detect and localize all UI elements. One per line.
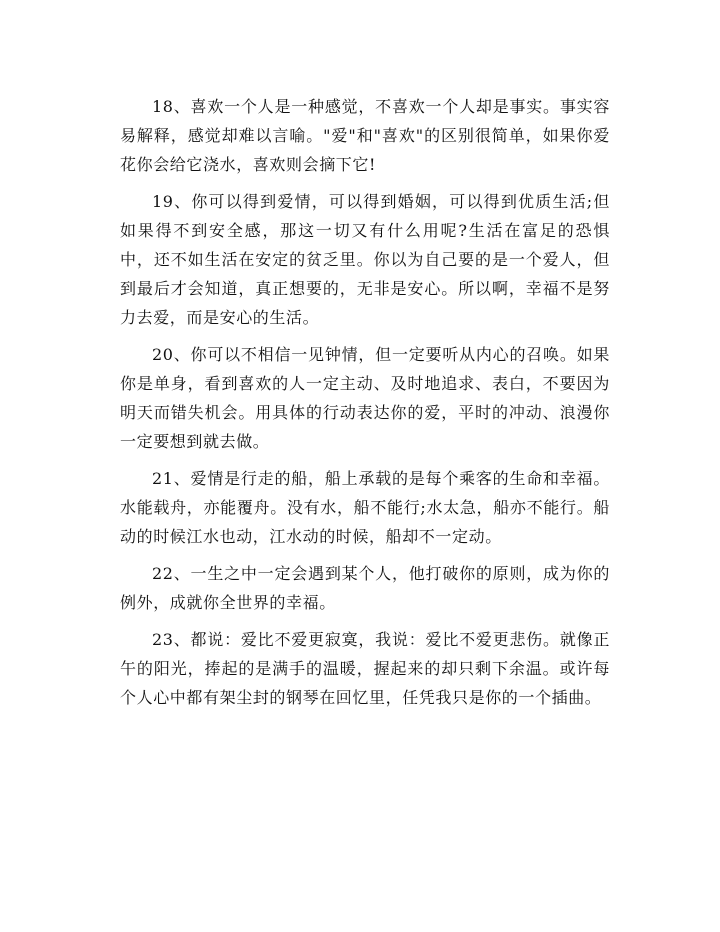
document-body <box>120 92 610 720</box>
paragraph-20: 20、你可以不相信一见钟情，但一定要听从内心的召唤。如果你是单身，看到喜欢的人一定主动、及时地追求、表白，不要因为明天而错失机会。用具体的行动表达你的爱，平时的冲动、浪漫你一定要想到就去做。 <box>120 345 610 451</box>
paragraph-18: 18、喜欢一个人是一种感觉，不喜欢一个人却是事实。事实容易解释，感觉却难以言喻。"爱"和"喜欢"的区别很简单，如果你爱花你会给它浇水，喜欢则会摘下它! <box>120 97 610 174</box>
paragraph-22: 22、一生之中一定会遇到某个人，他打破你的原则，成为你的例外，成就你全世界的幸福。 <box>120 564 610 612</box>
paragraph-19: 19、你可以得到爱情，可以得到婚姻，可以得到优质生活;但如果得不到安全感，那这一切又有什么用呢?生活在富足的恐惧中，还不如生活在安定的贫乏里。你以为自己要的是一个爱人，但到最后才会知道，真正想要的，无非是安心。所以啊，幸福不是努力去爱，而是安心的生活。 <box>120 192 610 327</box>
paragraph-21: 21、爱情是行走的船，船上承载的是每个乘客的生命和幸福。水能载舟，亦能覆舟。没有水，船不能行;水太急，船亦不能行。船动的时候江水也动，江水动的时候，船却不一定动。 <box>120 469 610 546</box>
paragraph-23: 23、都说：爱比不爱更寂寞，我说：爱比不爱更悲伤。就像正午的阳光，捧起的是满手的温暖，握起来的却只剩下余温。或许每个人心中都有架尘封的钢琴在回忆里，任凭我只是你的一个插曲。 <box>120 630 610 707</box>
